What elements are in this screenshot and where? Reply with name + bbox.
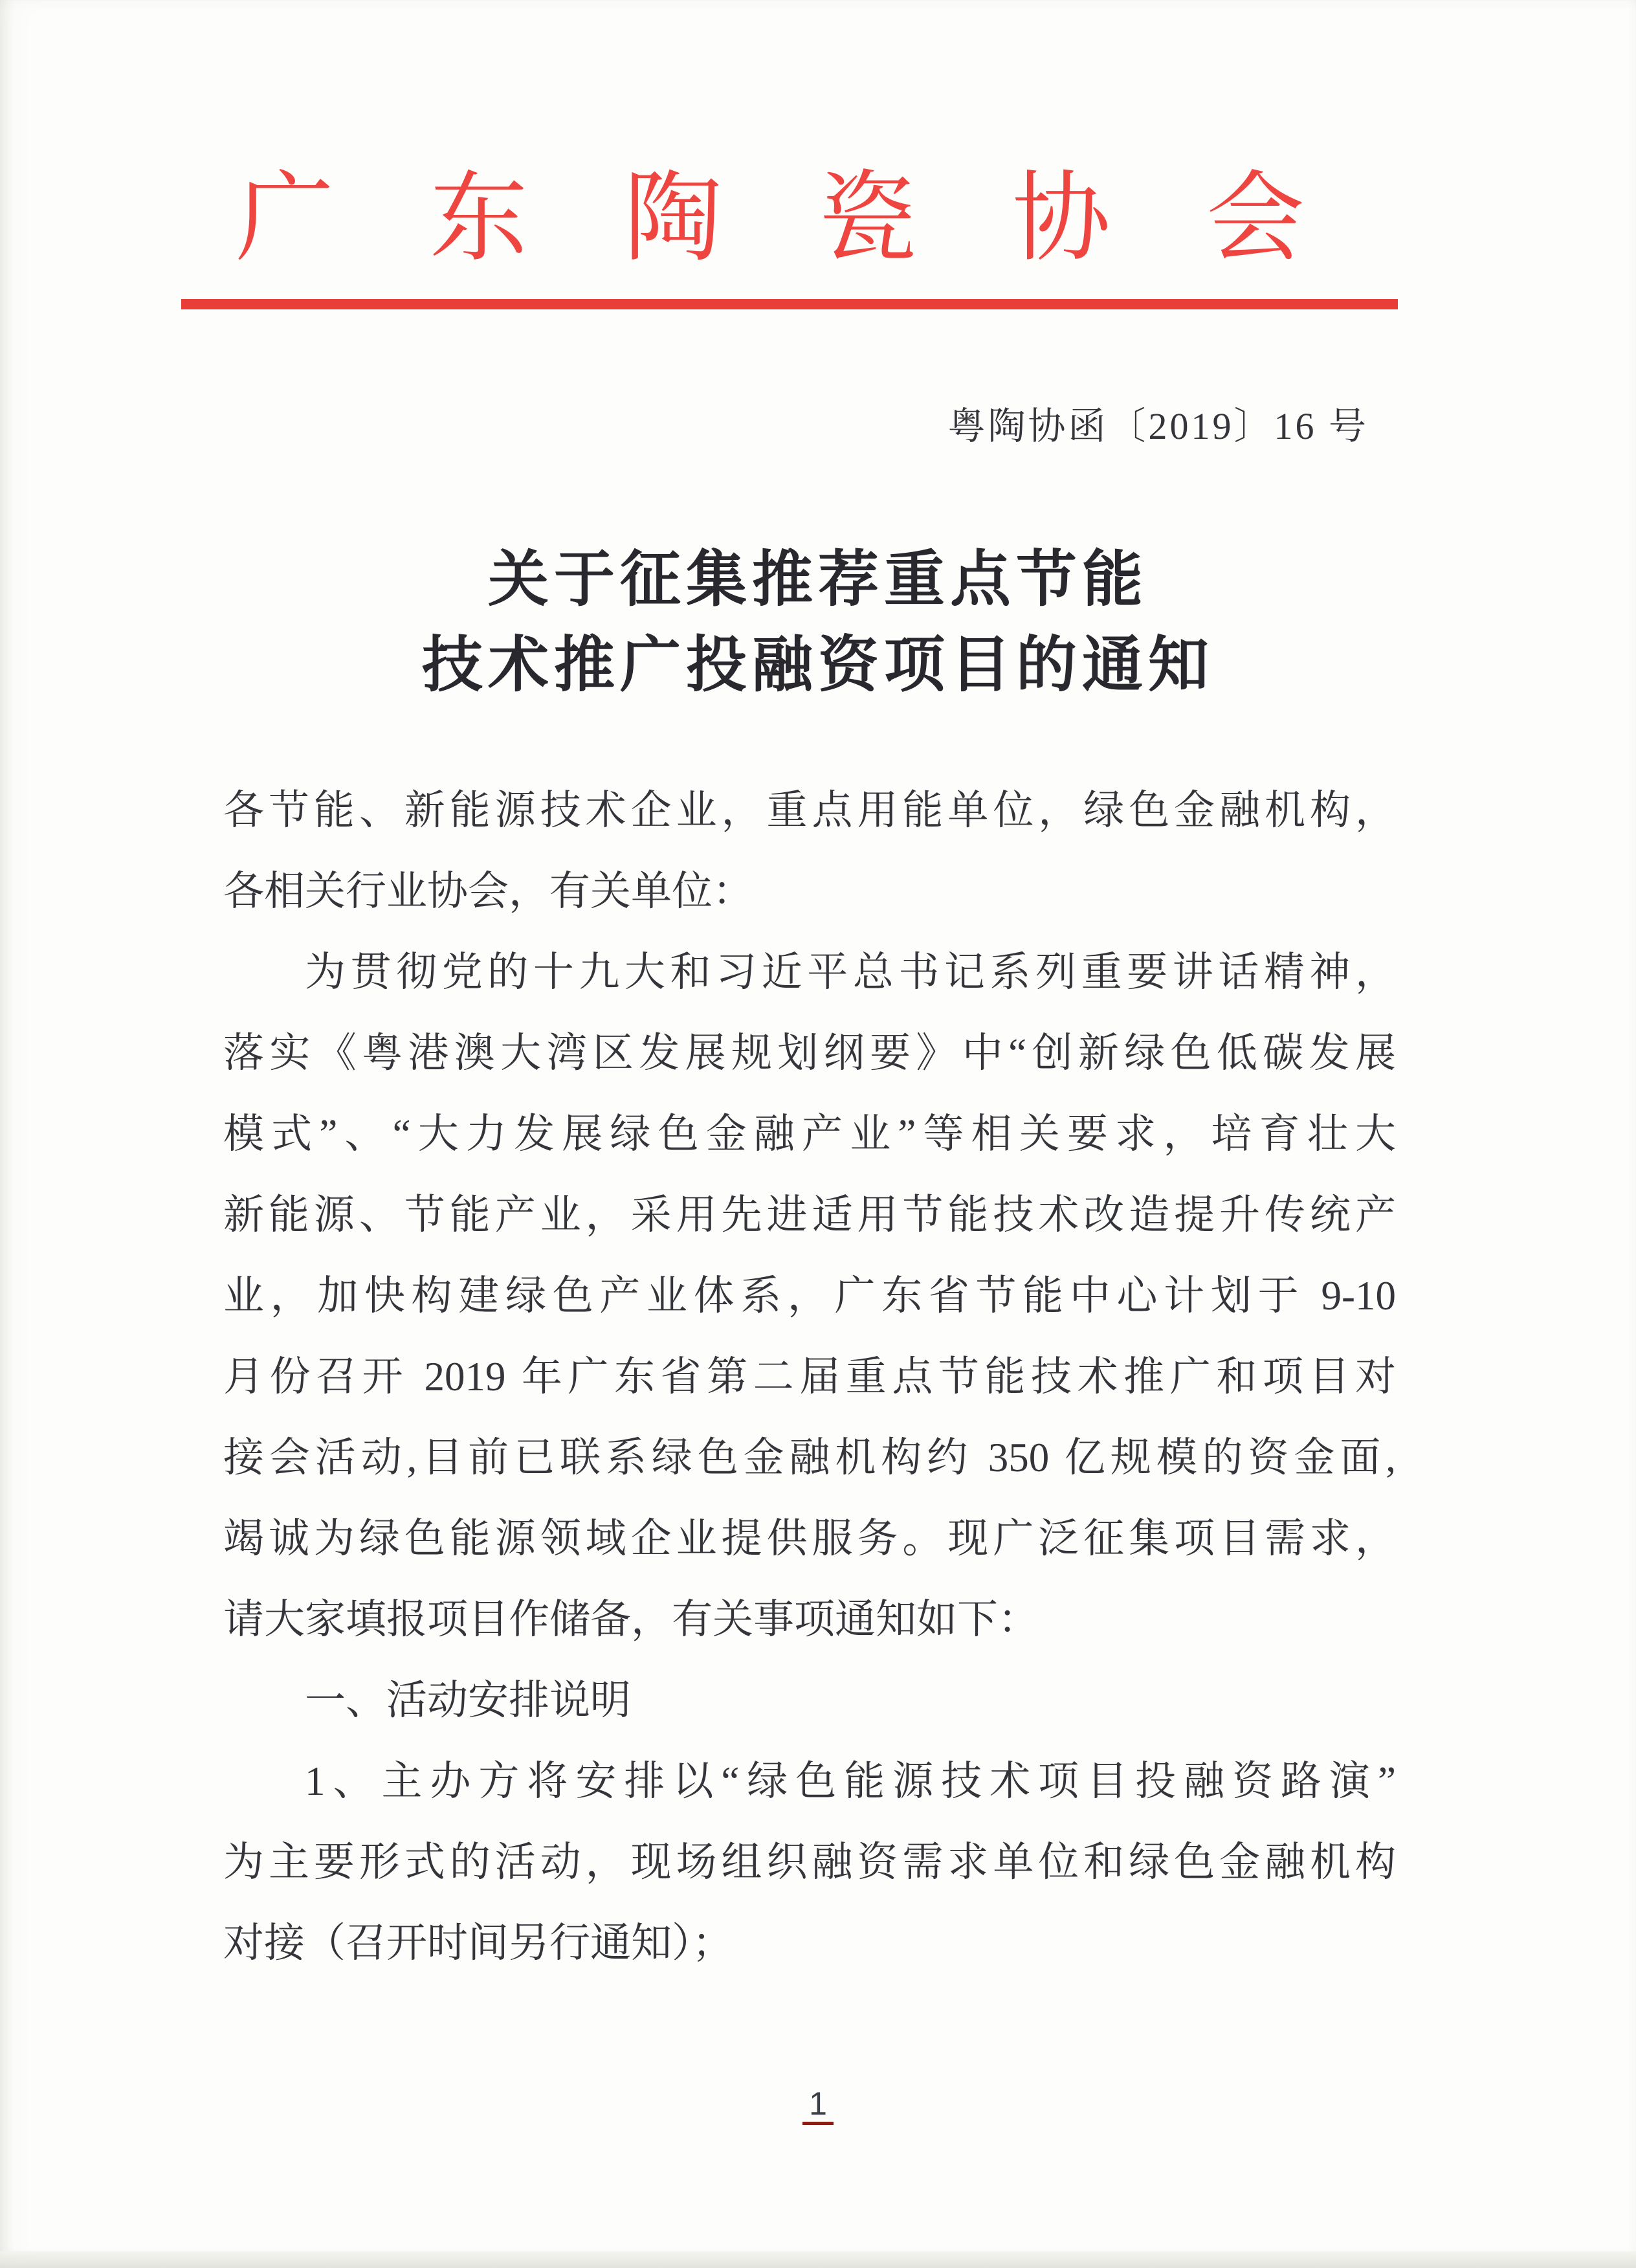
footer — [0, 2085, 1636, 2125]
body-line: 落实《粤港澳大湾区发展规划纲要》中“创新绿色低碳发展 — [223, 1030, 1396, 1076]
body-line: 业，加快构建绿色产业体系，广东省节能中心计划于 9-10 — [223, 1273, 1396, 1318]
page-number: 1 — [802, 2085, 834, 2125]
body-line: 月份召开 2019 年广东省第二届重点节能技术推广和项目对 — [223, 1354, 1396, 1399]
body-line: 接会活动,目前已联系绿色金融机构约 350 亿规模的资金面, — [223, 1435, 1396, 1480]
doc-body — [223, 770, 1396, 1984]
doc-title-line-2: 技术推广投融资项目的通知 — [421, 632, 1214, 699]
scan-shadow-bottom — [0, 2251, 1636, 2268]
body-line: 为贯彻党的十九大和习近平总书记系列重要讲话精神， — [305, 950, 1396, 995]
doc-title-line-1: 关于征集推荐重点节能 — [487, 546, 1148, 614]
body-line: 为主要形式的活动，现场组织融资需求单位和绿色金融机构 — [223, 1840, 1396, 1885]
doc-ref-number: 粤陶协函〔2019〕16 号 — [947, 405, 1369, 447]
body-line: 对接（召开时间另行通知）； — [223, 1920, 733, 1966]
doc-title — [0, 537, 1636, 708]
letterhead-divider-rule — [181, 299, 1398, 309]
body-line: 竭诚为绿色能源领域企业提供服务。现广泛征集项目需求， — [223, 1516, 1396, 1561]
body-line: 请大家填报项目作储备，有关事项通知如下： — [223, 1597, 1039, 1642]
body-line: 新能源、节能产业，采用先进适用节能技术改造提升传统产 — [223, 1192, 1396, 1238]
scan-shadow-left — [0, 0, 14, 2268]
body-line: 1、主办方将安排以“绿色能源技术项目投融资路演” — [305, 1759, 1396, 1804]
body-line: 各相关行业协会，有关单位： — [223, 869, 753, 914]
letterhead-org-title: 广东陶瓷协会 — [236, 164, 1400, 273]
body-line: 模式”、“大力发展绿色金融产业”等相关要求，培育壮大 — [223, 1111, 1396, 1157]
body-section-heading: 一、活动安排说明 — [305, 1678, 631, 1723]
body-line: 各节能、新能源技术企业，重点用能单位，绿色金融机构， — [223, 788, 1396, 833]
